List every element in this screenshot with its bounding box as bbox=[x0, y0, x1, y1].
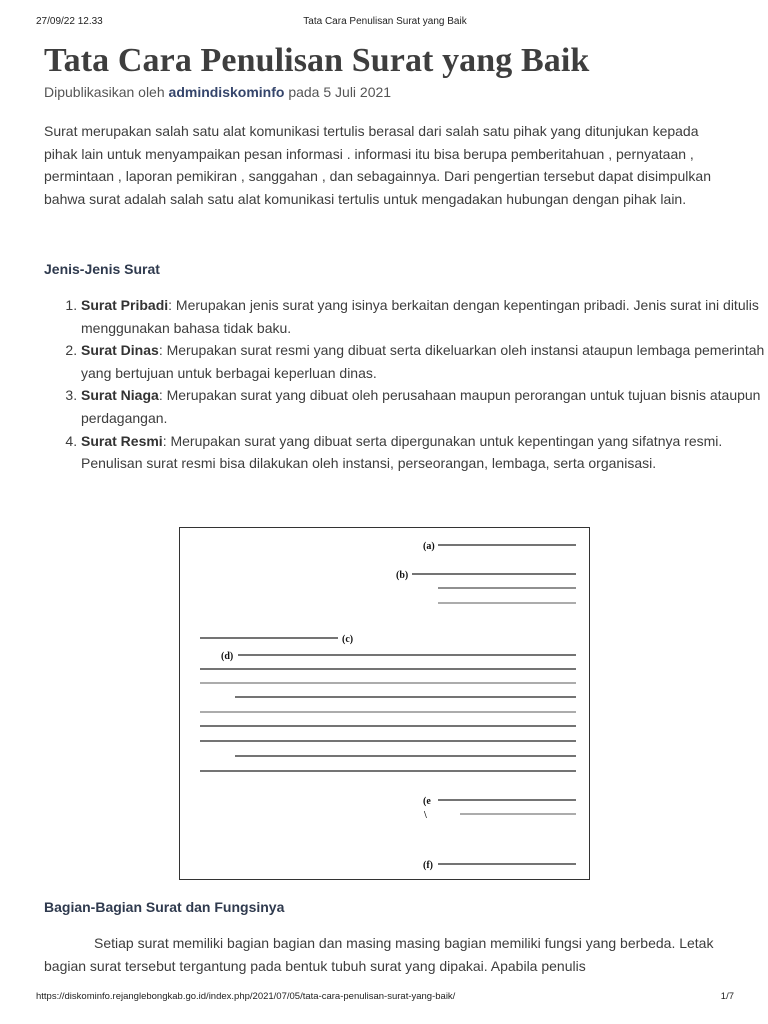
type-desc: : Merupakan jenis surat yang isinya berkaitan dengan kepentingan pribadi. Jenis surat ini ditulis menggunakan bahasa tidak baku. bbox=[81, 297, 759, 336]
letter-diagram-svg bbox=[180, 528, 588, 878]
letter-types-list bbox=[44, 294, 768, 475]
type-term: Surat Resmi bbox=[81, 432, 163, 449]
section-heading-types: Jenis-Jenis Surat bbox=[44, 261, 160, 277]
meta-suffix: pada 5 Juli 2021 bbox=[284, 84, 392, 100]
type-desc: : Merupakan surat yang dibuat serta dipergunakan untuk kepentingan yang sifatnya resmi. Penulisan surat resmi bisa dilakukan oleh instansi, perseorangan, lembaga, serta organisasi. bbox=[81, 432, 723, 472]
section-heading-parts: Bagian-Bagian Surat dan Fungsinya bbox=[44, 899, 285, 915]
section2-paragraph: Setiap surat memiliki bagian bagian dan masing masing bagian memiliki fungsi yang berbeda. Letak bagian surat tersebut tergantung pada bentuk tubuh surat yang dipakai. Apabila penulis bbox=[44, 935, 714, 974]
type-desc: : Merupakan surat yang dibuat oleh perusahaan maupun perorangan untuk tujuan bisnis ataupun perdagangan. bbox=[81, 387, 761, 426]
list-item bbox=[81, 430, 768, 475]
type-term: Surat Niaga bbox=[81, 387, 159, 404]
type-desc: : Merupakan surat resmi yang dibuat serta dikeluarkan oleh instansi ataupun lembaga pemerintah yang bertujuan untuk berbagai keperluan dinas. bbox=[81, 342, 765, 381]
list-item bbox=[81, 339, 768, 384]
print-header bbox=[36, 16, 734, 30]
list-item bbox=[81, 384, 768, 429]
diagram-label-e-tail: \ bbox=[424, 810, 427, 821]
meta-prefix: Dipublikasikan oleh bbox=[44, 84, 169, 100]
type-term: Surat Dinas bbox=[81, 342, 159, 359]
print-datetime: 27/09/22 12.33 bbox=[36, 16, 103, 27]
article-meta bbox=[44, 84, 391, 100]
print-page-number: 1/7 bbox=[720, 991, 734, 1002]
list-item bbox=[81, 294, 768, 339]
diagram-label-f: (f) bbox=[423, 860, 433, 871]
print-footer bbox=[36, 991, 734, 1002]
article-title: Tata Cara Penulisan Surat yang Baik bbox=[44, 42, 590, 79]
diagram-label-d: (d) bbox=[221, 651, 234, 662]
diagram-label-b: (b) bbox=[396, 570, 409, 581]
diagram-label-c: (c) bbox=[342, 634, 354, 645]
letter-layout-diagram bbox=[179, 527, 590, 880]
print-page-title: Tata Cara Penulisan Surat yang Baik bbox=[303, 16, 467, 27]
print-url: https://diskominfo.rejanglebongkab.go.id/index.php/2021/07/05/tata-cara-penulisan-surat-yang-baik/ bbox=[36, 991, 456, 1002]
diagram-label-a: (a) bbox=[423, 541, 435, 552]
type-term: Surat Pribadi bbox=[81, 297, 169, 313]
author-link[interactable]: admindiskominfo bbox=[168, 84, 285, 100]
diagram-label-e: (e bbox=[423, 796, 431, 807]
intro-paragraph: Surat merupakan salah satu alat komunikasi tertulis berasal dari salah satu pihak yang ditunjukan kepada pihak lain untuk menyampaikan pesan informasi . informasi itu bisa berupa pemberitahuan , pernyataan , permintaan , laporan pemikiran , sanggahan , dan sebagainnya. Dari pengertian tersebut dapat disimpulkan bahwa surat adalah salah satu alat komunikasi tertulis untuk mengadakan hubungan dengan pihak lain. bbox=[44, 123, 711, 207]
